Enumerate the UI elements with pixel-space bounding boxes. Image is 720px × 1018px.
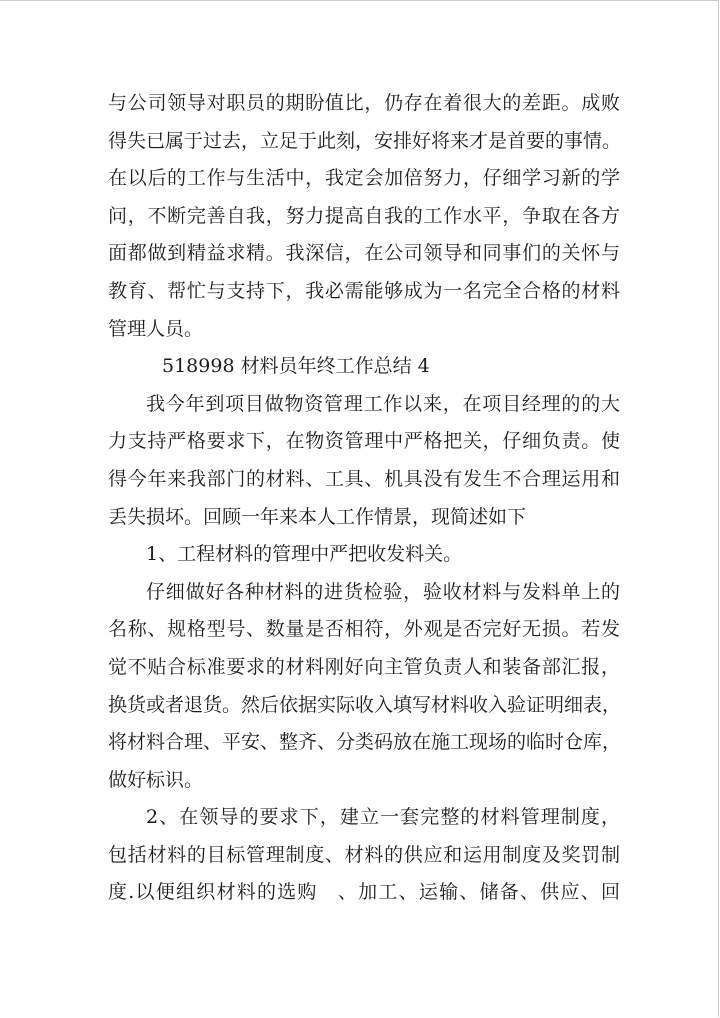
text-line: 力支持严格要求下，在物资管理中严格把关，仔细负责。使 [108, 430, 620, 453]
text-line: 管理人员。 [108, 317, 204, 340]
section-heading: 518998 材料员年终工作总结 4 [162, 355, 430, 378]
text-line: 觉不贴合标准要求的材料刚好向主管负责人和装备部汇报， [108, 655, 620, 678]
document-body [108, 85, 620, 912]
list-item-heading: 2、在领导的要求下，建立一套完整的材料管理制度， [146, 806, 620, 829]
text-line: 我今年到项目做物资管理工作以来，在项目经理的的大 [146, 392, 620, 415]
text-line: 面都做到精益求精。我深信，在公司领导和同事们的关怀与 [108, 242, 620, 265]
text-line: 与公司领导对职员的期盼值比，仍存在着很大的差距。成败 [108, 92, 620, 114]
text-line: 得今年来我部门的材料、工具、机具没有发生不合理运用和 [108, 467, 620, 490]
text-line: 仔细做好各种材料的进货检验，验收材料与发料单上的 [146, 580, 620, 603]
text-line: 名称、规格型号、数量是否相符，外观是否完好无损。若发 [108, 618, 620, 641]
text-line: 丢失损坏。回顾一年来本人工作情景，现简述如下 [108, 505, 527, 528]
text-line: 在以后的工作与生活中，我定会加倍努力，仔细学习新的学 [108, 167, 620, 190]
text-line: 教育、帮忙与支持下，我必需能够成为一名完全合格的材料 [108, 279, 620, 302]
text-line: 得失已属于过去，立足于此刻，安排好将来才是首要的事情。 [108, 129, 622, 152]
text-line: 换货或者退货。然后依据实际收入填写材料收入验证明细表， [108, 693, 622, 716]
text-line: 度.以便组织材料的选购 、加工、运输、储备、供应、回 [108, 881, 620, 904]
text-line: 问，不断完善自我，努力提高自我的工作水平，争取在各方 [108, 204, 620, 227]
text-line: 将材料合理、平安、整齐、分类码放在施工现场的临时仓库， [108, 731, 622, 754]
text-line: 做好标识。 [108, 768, 204, 791]
text-line: 包括材料的目标管理制度、材料的供应和运用制度及奖罚制 [108, 843, 620, 866]
list-item-heading: 1、工程材料的管理中严把收发料关。 [146, 543, 463, 566]
